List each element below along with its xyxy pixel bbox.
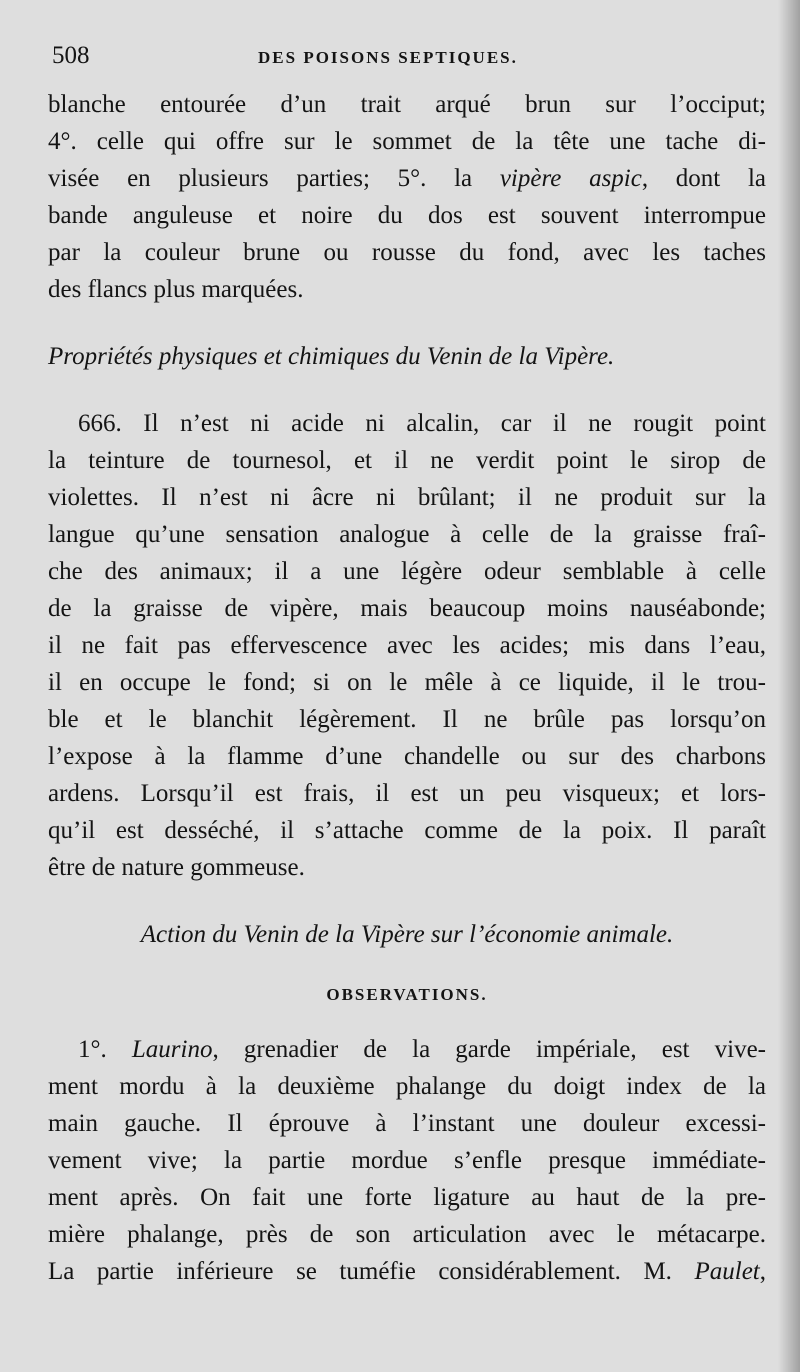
section-heading: Action du Venin de la Vipère sur l’économie animale. [140, 921, 674, 948]
page-number: 508 [52, 42, 90, 69]
text-span: visée en plusieurs parties; 5°. la [48, 165, 500, 192]
text-line: blanche entourée d’un trait arqué brun sur l’occiput; [48, 91, 766, 118]
paragraph-666 [48, 405, 766, 886]
text-line: de la graisse de vipère, mais beaucoup moins nauséabonde; [48, 595, 766, 622]
paragraph-continuation [48, 86, 766, 308]
text-span: , dont la [641, 165, 766, 192]
text-line: bande anguleuse et noire du dos est souvent interrompue [48, 202, 766, 229]
text-line: 4°. celle qui offre sur le sommet de la tête une tache di- [48, 128, 766, 155]
text-line [48, 160, 766, 197]
text-line: main gauche. Il éprouve à l’instant une douleur excessi- [48, 1110, 766, 1137]
text-span: 1°. [78, 1036, 132, 1063]
text-line: 666. Il n’est ni acide ni alcalin, car il ne rougit point [78, 410, 766, 437]
text-span: , [759, 1258, 766, 1285]
observation-1 [48, 1031, 766, 1290]
observations-label: OBSERVATIONS. [326, 985, 488, 1004]
text-line [48, 1253, 766, 1290]
page-edge-shadow [778, 0, 800, 1372]
text-line: l’expose à la flamme d’une chandelle ou sur des charbons [48, 743, 766, 770]
text-line: il ne fait pas effervescence avec les acides; mis dans l’eau, [48, 632, 766, 659]
text-line: che des animaux; il a une légère odeur semblable à celle [48, 558, 766, 585]
text-line: mière phalange, près de son articulation avec le métacarpe. [48, 1221, 766, 1248]
text-line: ble et le blanchit légèrement. Il ne brûle pas lorsqu’on [48, 706, 766, 733]
page-header [48, 42, 766, 86]
text-line: ment mordu à la deuxième phalange du doigt index de la [48, 1073, 766, 1100]
species-name: vipère aspic [499, 165, 642, 192]
running-head: DES POISONS SEPTIQUES. [258, 48, 518, 67]
text-span: , grenadier de la garde impériale, est vive- [212, 1036, 767, 1063]
text-line [48, 1031, 766, 1068]
text-line: ardens. Lorsqu’il est frais, il est un peu visqueux; et lors- [48, 780, 766, 807]
text-line: violettes. Il n’est ni âcre ni brûlant; il ne produit sur la [48, 484, 766, 511]
text-line: ment après. On fait une forte ligature au haut de la pre- [48, 1184, 766, 1211]
text-line: qu’il est desséché, il s’attache comme de la poix. Il paraît [48, 817, 766, 844]
text-line: des flancs plus marquées. [48, 276, 304, 303]
person-name: Laurino [131, 1036, 213, 1063]
text-line: vement vive; la partie mordue s’enfle presque immédiate- [48, 1147, 766, 1174]
section-heading: Propriétés physiques et chimiques du Venin de la Vipère. [48, 343, 615, 370]
text-span: La partie inférieure se tuméfie considérablement. M. [48, 1258, 695, 1285]
text-line: langue qu’une sensation analogue à celle de la graisse fraî- [48, 521, 766, 548]
text-line: il en occupe le fond; si on le mêle à ce liquide, il le trou- [48, 669, 766, 696]
text-line: par la couleur brune ou rousse du fond, avec les taches [48, 239, 766, 266]
person-name: Paulet [694, 1258, 760, 1285]
text-line: la teinture de tournesol, et il ne verdit point le sirop de [48, 447, 766, 474]
text-line: être de nature gommeuse. [48, 854, 305, 881]
